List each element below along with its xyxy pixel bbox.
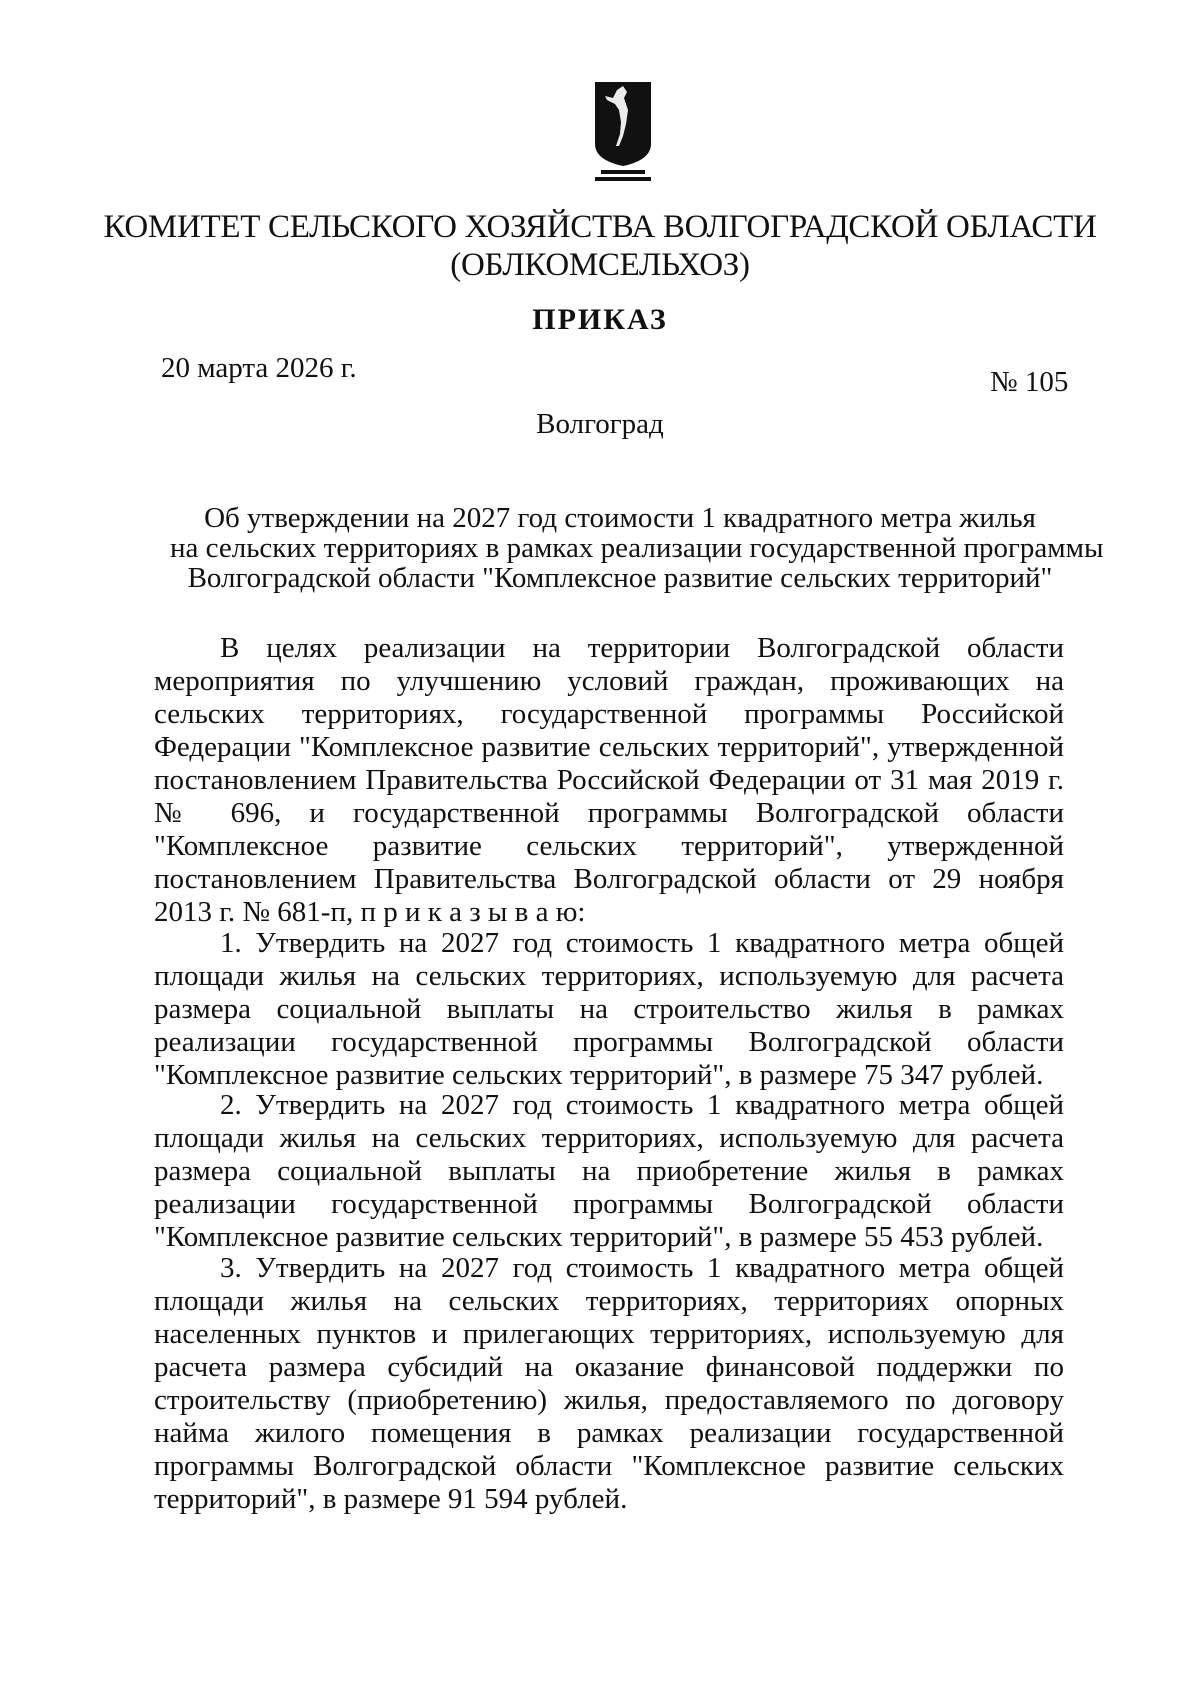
preamble-section (154, 632, 1064, 929)
document-city: Волгоград (536, 408, 664, 440)
coat-of-arms-icon (593, 80, 653, 184)
document-subject (170, 502, 1104, 594)
organization-short-name: (ОБЛКОМСЕЛЬХОЗ) (450, 247, 750, 283)
order-item-2-section (154, 1089, 1064, 1254)
document-date: 20 марта 2026 г. (161, 352, 357, 384)
organization-name: КОМИТЕТ СЕЛЬСКОГО ХОЗЯЙСТВА ВОЛГОГРАДСКОЙ ОБЛАСТИ (103, 209, 1097, 245)
order-item-1-section (154, 927, 1064, 1092)
order-item-3: 3. Утвердить на 2027 год стоимость 1 квадратного метра общей площади жилья на сельских территориях, территориях опорных населенных пунктов и прилегающих территориях, используемую для расчета размера субсидий на оказание финансовой поддержки по строительству (приобретению) жилья, предоставляемого по договору найма жилого помещения в рамках реализации государственной программы Волгоградской области "Комплексное развитие сельских территорий", в размере 91 594 рублей. (154, 1252, 1064, 1515)
subject-line-3: Волгоградской области "Комплексное развитие сельских территорий" (187, 562, 1053, 594)
preamble-paragraph: В целях реализации на территории Волгоградской области мероприятия по улучшению условий граждан, проживающих на сельских территориях, государственной программы Российской Федерации "Комплексное развитие сельских территорий", утвержденной постановлением Правительства Российской Федерации от 31 мая 2019 г. № 696, и государственной программы Волгоградской области "Комплексное развитие сельских территорий", утвержденной постановлением Правительства Волгоградской области от 29 ноября 2013 г. № 681-п, п р и к а з ы в а ю: (154, 632, 1064, 928)
order-item-2: 2. Утвердить на 2027 год стоимость 1 квадратного метра общей площади жилья на сельских территориях, используемую для расчета размера социальной выплаты на приобретение жилья в рамках реализации государственной программы Волгоградской области "Комплексное развитие сельских территорий", в размере 55 453 рублей. (154, 1089, 1064, 1253)
document-number: № 105 (990, 366, 1069, 398)
order-item-1: 1. Утвердить на 2027 год стоимость 1 квадратного метра общей площади жилья на сельских территориях, используемую для расчета размера социальной выплаты на строительство жилья в рамках реализации государственной программы Волгоградской области "Комплексное развитие сельских территорий", в размере 75 347 рублей. (154, 927, 1064, 1091)
document-type-title: ПРИКАЗ (532, 303, 668, 336)
subject-line-1: Об утверждении на 2027 год стоимости 1 квадратного метра жилья (204, 502, 1036, 534)
order-item-3-section (154, 1252, 1064, 1516)
subject-line-2: на сельских территориях в рамках реализации государственной программы (170, 532, 1104, 564)
